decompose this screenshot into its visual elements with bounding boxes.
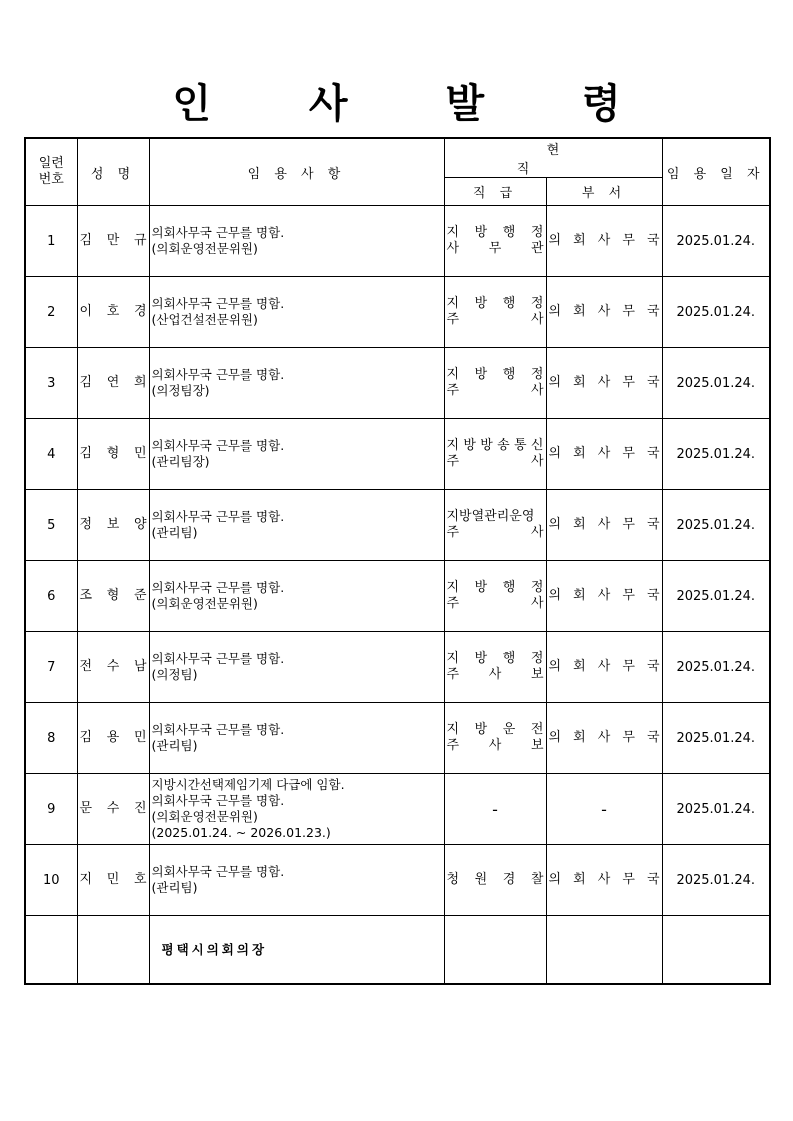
department-cell: -: [546, 774, 662, 845]
rank-char: 정: [530, 580, 544, 595]
name-char: 진: [133, 801, 147, 816]
rank-char: 지: [446, 225, 460, 240]
department-cell: [546, 348, 662, 419]
row-number: 9: [25, 774, 77, 845]
name-char: 만: [106, 233, 120, 248]
name-char: 문: [79, 801, 93, 816]
department-cell: [546, 490, 662, 561]
rank-line: [445, 383, 546, 399]
appointment-date: 2025.01.24.: [662, 845, 770, 916]
rank-char: 주: [446, 383, 460, 398]
rank-char: 방: [474, 580, 488, 595]
rank-char: 행: [502, 225, 516, 240]
rank-char: 찰: [530, 872, 544, 887]
rank-char: 사: [530, 383, 544, 398]
rank-line: [445, 722, 546, 738]
name-char: 정: [79, 517, 93, 532]
rank-char: 보: [530, 738, 544, 753]
department-char: 의: [548, 375, 562, 390]
header-rank: 직 급: [444, 178, 546, 206]
table-row: [25, 490, 770, 561]
appointment-line: (산업건설전문위원): [151, 312, 258, 327]
rank-cell: -: [444, 774, 546, 845]
footer-empty-cell: [77, 916, 149, 984]
table-row: [25, 561, 770, 632]
appointment-line: (의회운영전문위원): [151, 596, 258, 611]
rank-line: [445, 509, 546, 525]
person-name: [77, 774, 149, 845]
rank-char: 정: [530, 367, 544, 382]
rank-char: 사: [530, 525, 544, 540]
rank-line: [445, 225, 546, 241]
rank-line: [445, 738, 546, 754]
header-current-position: 현 직: [444, 138, 662, 178]
appointment-detail: [149, 632, 444, 703]
header-serial: [25, 138, 77, 206]
name-char: 김: [79, 375, 93, 390]
appointment-detail: [149, 419, 444, 490]
appointment-detail: [149, 490, 444, 561]
rank-cell: [444, 419, 546, 490]
name-char: 김: [79, 730, 93, 745]
department-char: 국: [646, 588, 660, 603]
appointment-date: 2025.01.24.: [662, 561, 770, 632]
department-char: 국: [646, 375, 660, 390]
row-number: 1: [25, 206, 77, 277]
header-appointment: 임 용 사 항: [149, 138, 444, 206]
appointment-date: 2025.01.24.: [662, 277, 770, 348]
rank-char: 경: [502, 872, 516, 887]
rank-char: 지: [446, 722, 460, 737]
rank-char: 방: [474, 296, 488, 311]
department-char: 국: [646, 446, 660, 461]
department-cell: [546, 632, 662, 703]
name-char: 경: [133, 304, 147, 319]
department-char: 사: [597, 730, 611, 745]
rank-char: 보: [530, 667, 544, 682]
table-row: [25, 703, 770, 774]
appointment-date: 2025.01.24.: [662, 348, 770, 419]
rank-line: [445, 454, 546, 470]
appointment-date: 2025.01.24.: [662, 632, 770, 703]
rank-char: 무: [488, 241, 502, 256]
appointment-detail: [149, 561, 444, 632]
rank-char: 원: [474, 872, 488, 887]
rank-char: 통: [514, 438, 527, 453]
appointment-line: 의회사무국 근무를 명함.: [151, 225, 285, 240]
appointment-line: (2025.01.24. ~ 2026.01.23.): [151, 825, 331, 840]
rank-char: 행: [502, 580, 516, 595]
appointment-date: 2025.01.24.: [662, 419, 770, 490]
rank-char: 방: [463, 438, 476, 453]
department-char: 사: [597, 233, 611, 248]
rank-line: [445, 596, 546, 612]
footer-empty-cell: [662, 916, 770, 984]
name-char: 보: [106, 517, 120, 532]
rank-char: 사: [530, 312, 544, 327]
rank-char: 전: [530, 722, 544, 737]
rank-char: 정: [530, 296, 544, 311]
department-char: 의: [548, 446, 562, 461]
department-char: 국: [646, 233, 660, 248]
header-serial-line1: 일련: [38, 156, 64, 171]
department-cell: [546, 561, 662, 632]
department-char: 사: [597, 375, 611, 390]
rank-char: 주: [446, 525, 460, 540]
rank-cell: [444, 206, 546, 277]
department-char: 무: [622, 304, 635, 319]
rank-line: [445, 241, 546, 257]
appointment-detail: [149, 845, 444, 916]
appointment-line: (관리팀): [151, 738, 198, 753]
name-char: 수: [106, 659, 120, 674]
name-char: 민: [133, 446, 147, 461]
table-row: [25, 206, 770, 277]
name-char: 민: [133, 730, 147, 745]
department-char: 의: [548, 233, 562, 248]
person-name: [77, 348, 149, 419]
department-char: 국: [646, 659, 660, 674]
appointment-detail: [149, 206, 444, 277]
name-char: 양: [133, 517, 147, 532]
appointment-line: (관리팀): [151, 880, 198, 895]
table-row: [25, 419, 770, 490]
rank-char: 방: [480, 438, 493, 453]
department-cell: [546, 206, 662, 277]
name-char: 김: [79, 233, 93, 248]
department-char: 회: [573, 233, 586, 248]
row-number: 2: [25, 277, 77, 348]
footer-empty-cell: [25, 916, 77, 984]
department-char: 의: [548, 517, 562, 532]
rank-line: [445, 296, 546, 312]
person-name: [77, 561, 149, 632]
footer-row: [25, 916, 770, 984]
appointment-line: 의회사무국 근무를 명함.: [151, 793, 285, 808]
department-char: 사: [597, 588, 611, 603]
appointment-date: 2025.01.24.: [662, 703, 770, 774]
name-char: 호: [133, 872, 147, 887]
rank-char: 방: [474, 651, 488, 666]
department-char: 회: [573, 304, 586, 319]
table-row: [25, 632, 770, 703]
rank-cell: [444, 703, 546, 774]
rank-char: 행: [502, 296, 516, 311]
rank-line: [445, 667, 546, 683]
appointment-table: [24, 137, 771, 985]
rank-char: 주: [446, 738, 460, 753]
rank-cell: [444, 277, 546, 348]
appointment-line: (의회운영전문위원): [151, 241, 258, 256]
rank-char: 지방열관리운영: [446, 509, 535, 524]
header-serial-line2: 번호: [38, 172, 64, 187]
rank-char: 행: [502, 367, 516, 382]
appointment-line: (관리팀): [151, 525, 198, 540]
row-number: 10: [25, 845, 77, 916]
appointment-line: 의회사무국 근무를 명함.: [151, 864, 285, 879]
department-char: 회: [573, 375, 586, 390]
row-number: 4: [25, 419, 77, 490]
appointment-line: (의정팀): [151, 667, 198, 682]
rank-char: 정: [530, 651, 544, 666]
rank-line: [445, 367, 546, 383]
rank-char: 주: [446, 454, 460, 469]
header-date: 임 용 일 자: [662, 138, 770, 206]
name-char: 조: [79, 588, 93, 603]
person-name: [77, 490, 149, 561]
name-char: 형: [106, 446, 120, 461]
department-char: 의: [548, 730, 562, 745]
rank-char: 사: [488, 667, 502, 682]
rank-char: 지: [446, 367, 460, 382]
department-char: 국: [646, 304, 660, 319]
department-char: 회: [573, 659, 586, 674]
department-char: 무: [622, 872, 635, 887]
department-char: 회: [573, 446, 586, 461]
name-char: 용: [106, 730, 120, 745]
name-char: 수: [106, 801, 120, 816]
appointment-date: 2025.01.24.: [662, 206, 770, 277]
department-char: 의: [548, 304, 562, 319]
department-cell: [546, 845, 662, 916]
person-name: [77, 845, 149, 916]
appointment-line: (의정팀장): [151, 383, 210, 398]
person-name: [77, 206, 149, 277]
rank-char: 지: [446, 580, 460, 595]
name-char: 김: [79, 446, 93, 461]
appointment-line: 의회사무국 근무를 명함.: [151, 509, 285, 524]
rank-line: [445, 872, 546, 888]
rank-char: 송: [497, 438, 510, 453]
name-char: 민: [106, 872, 120, 887]
department-char: 회: [573, 588, 586, 603]
department-char: 무: [622, 446, 635, 461]
rank-cell: [444, 348, 546, 419]
department-char: 무: [622, 233, 635, 248]
department-char: 의: [548, 659, 562, 674]
department-char: 의: [548, 588, 562, 603]
header-name: 성 명: [77, 138, 149, 206]
department-char: 사: [597, 304, 611, 319]
footer-empty-cell: [546, 916, 662, 984]
department-char: 사: [597, 517, 611, 532]
rank-char: 청: [446, 872, 460, 887]
row-number: 8: [25, 703, 77, 774]
document-title: 인 사 발 령: [172, 81, 663, 127]
appointment-line: (관리팀장): [151, 454, 210, 469]
appointment-detail: [149, 774, 444, 845]
appointment-detail: [149, 348, 444, 419]
department-char: 무: [622, 730, 635, 745]
appointment-date: 2025.01.24.: [662, 774, 770, 845]
department-char: 국: [646, 517, 660, 532]
signatory: 평택시의회의장: [149, 916, 444, 984]
rank-line: [445, 438, 546, 454]
rank-char: 지: [446, 296, 460, 311]
rank-char: 운: [502, 722, 516, 737]
rank-line: [445, 651, 546, 667]
department-char: 무: [622, 588, 635, 603]
rank-char: 지: [446, 651, 460, 666]
appointment-line: 의회사무국 근무를 명함.: [151, 296, 285, 311]
department-char: 무: [622, 517, 635, 532]
name-char: 호: [106, 304, 120, 319]
rank-char: 주: [446, 312, 460, 327]
person-name: [77, 277, 149, 348]
rank-char: 사: [488, 738, 502, 753]
appointment-line: 의회사무국 근무를 명함.: [151, 367, 285, 382]
name-char: 규: [133, 233, 147, 248]
appointment-date: 2025.01.24.: [662, 490, 770, 561]
appointment-detail: [149, 703, 444, 774]
row-number: 3: [25, 348, 77, 419]
appointment-line: (의회운영전문위원): [151, 809, 258, 824]
table-row: [25, 774, 770, 845]
rank-char: 방: [474, 722, 488, 737]
department-char: 무: [622, 659, 635, 674]
department-char: 국: [646, 872, 660, 887]
appointment-line: 지방시간선택제임기제 다급에 임함.: [151, 777, 345, 792]
person-name: [77, 632, 149, 703]
name-char: 남: [133, 659, 147, 674]
rank-char: 신: [530, 438, 544, 453]
rank-char: 사: [530, 454, 544, 469]
name-char: 지: [79, 872, 93, 887]
row-number: 5: [25, 490, 77, 561]
header-department: 부 서: [546, 178, 662, 206]
rank-cell: [444, 490, 546, 561]
name-char: 연: [106, 375, 120, 390]
appointment-detail: [149, 277, 444, 348]
rank-char: 사: [446, 241, 460, 256]
rank-char: 지: [446, 438, 460, 453]
rank-cell: [444, 632, 546, 703]
name-char: 희: [133, 375, 147, 390]
person-name: [77, 419, 149, 490]
rank-char: 관: [530, 241, 544, 256]
name-char: 전: [79, 659, 93, 674]
rank-char: 정: [530, 225, 544, 240]
name-char: 형: [106, 588, 120, 603]
appointment-line: 의회사무국 근무를 명함.: [151, 722, 285, 737]
appointment-line: 의회사무국 근무를 명함.: [151, 580, 285, 595]
footer-empty-cell: [444, 916, 546, 984]
rank-cell: [444, 561, 546, 632]
name-char: 이: [79, 304, 93, 319]
rank-line: [445, 312, 546, 328]
department-char: 사: [597, 446, 611, 461]
table-row: [25, 277, 770, 348]
rank-char: 사: [530, 596, 544, 611]
rank-char: 방: [474, 225, 488, 240]
row-number: 6: [25, 561, 77, 632]
department-char: 회: [573, 730, 586, 745]
department-char: 회: [573, 872, 586, 887]
table-row: [25, 845, 770, 916]
department-char: 회: [573, 517, 586, 532]
appointment-line: 의회사무국 근무를 명함.: [151, 651, 285, 666]
name-char: 준: [133, 588, 147, 603]
department-char: 국: [646, 730, 660, 745]
rank-line: [445, 580, 546, 596]
department-cell: [546, 703, 662, 774]
department-char: 사: [597, 659, 611, 674]
department-cell: [546, 277, 662, 348]
rank-char: 주: [446, 596, 460, 611]
row-number: 7: [25, 632, 77, 703]
department-char: 무: [622, 375, 635, 390]
table-row: [25, 348, 770, 419]
rank-char: 주: [446, 667, 460, 682]
person-name: [77, 703, 149, 774]
table-body: [25, 206, 770, 916]
rank-line: [445, 525, 546, 541]
rank-char: 행: [502, 651, 516, 666]
rank-cell: [444, 845, 546, 916]
appointment-line: 의회사무국 근무를 명함.: [151, 438, 285, 453]
department-char: 의: [548, 872, 562, 887]
department-cell: [546, 419, 662, 490]
department-char: 사: [597, 872, 611, 887]
rank-char: 방: [474, 367, 488, 382]
